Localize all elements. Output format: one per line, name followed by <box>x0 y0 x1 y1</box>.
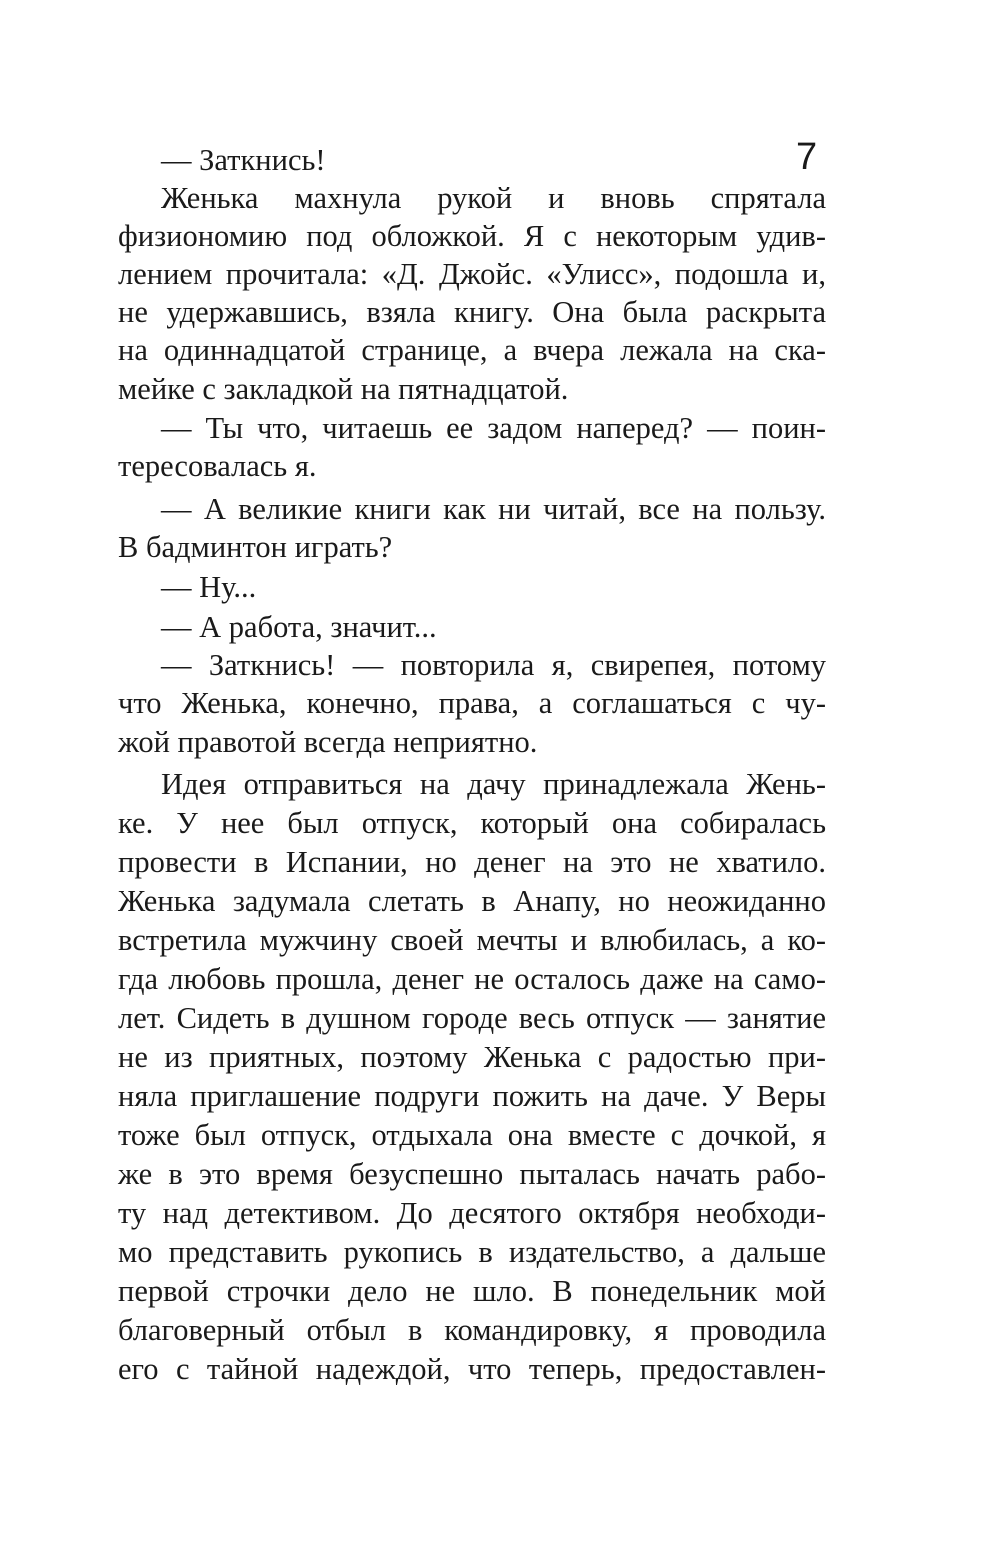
text-line: физиономию под обложкой. Я с некоторым удив- <box>118 219 826 253</box>
text-line: — Заткнись! <box>161 143 326 177</box>
text-line: — А работа, значит... <box>161 610 437 644</box>
page-number: 7 <box>796 136 818 178</box>
text-line: встретила мужчину своей мечты и влюбилась, а ко- <box>118 923 826 957</box>
text-line: — Ну... <box>161 570 257 604</box>
text-line: его с тайной надеждой, что теперь, предоставлен- <box>118 1352 826 1386</box>
text-line: тоже был отпуск, отдыхала она вместе с дочкой, я <box>118 1118 826 1152</box>
text-line: ту над детективом. До десятого октября необходи- <box>118 1196 826 1230</box>
text-line: — Ты что, читаешь ее задом наперед? — поин- <box>161 411 826 445</box>
text-line: — Заткнись! — повторила я, свирепея, потому <box>161 648 826 682</box>
text-line: В бадминтон играть? <box>118 530 393 564</box>
text-line: что Женька, конечно, права, а соглашаться с чу- <box>118 686 826 720</box>
text-line: — А великие книги как ни читай, все на пользу. <box>161 492 826 526</box>
text-line: мейке с закладкой на пятнадцатой. <box>118 372 569 406</box>
text-line: лет. Сидеть в душном городе весь отпуск — занятие <box>118 1001 826 1035</box>
text-line: Женька махнула рукой и вновь спрятала <box>161 181 826 215</box>
text-line: благоверный отбыл в командировку, я проводила <box>118 1313 826 1347</box>
text-line: на одиннадцатой странице, а вчера лежала на ска- <box>118 333 826 367</box>
text-line: тересовалась я. <box>118 449 317 483</box>
text-line: лением прочитала: «Д. Джойс. «Улисс», подошла и, <box>118 257 826 291</box>
text-line: Идея отправиться на дачу принадлежала Жень- <box>161 767 826 801</box>
text-line: гда любовь прошла, денег не осталось даже на само- <box>118 962 826 996</box>
text-line: не удержавшись, взяла книгу. Она была раскрыта <box>118 295 826 329</box>
text-line: Женька задумала слетать в Анапу, но неожиданно <box>118 884 826 918</box>
text-line: мо представить рукопись в издательство, а дальше <box>118 1235 826 1269</box>
text-line: няла приглашение подруги пожить на даче. У Веры <box>118 1079 826 1113</box>
text-line: провести в Испании, но денег на это не хватило. <box>118 845 826 879</box>
text-line: первой строчки дело не шло. В понедельник мой <box>118 1274 826 1308</box>
text-line: ке. У нее был отпуск, который она собиралась <box>118 806 826 840</box>
text-line: же в это время безуспешно пыталась начать рабо- <box>118 1157 826 1191</box>
text-line: не из приятных, поэтому Женька с радостью при- <box>118 1040 826 1074</box>
text-line: жой правотой всегда неприятно. <box>118 725 538 759</box>
